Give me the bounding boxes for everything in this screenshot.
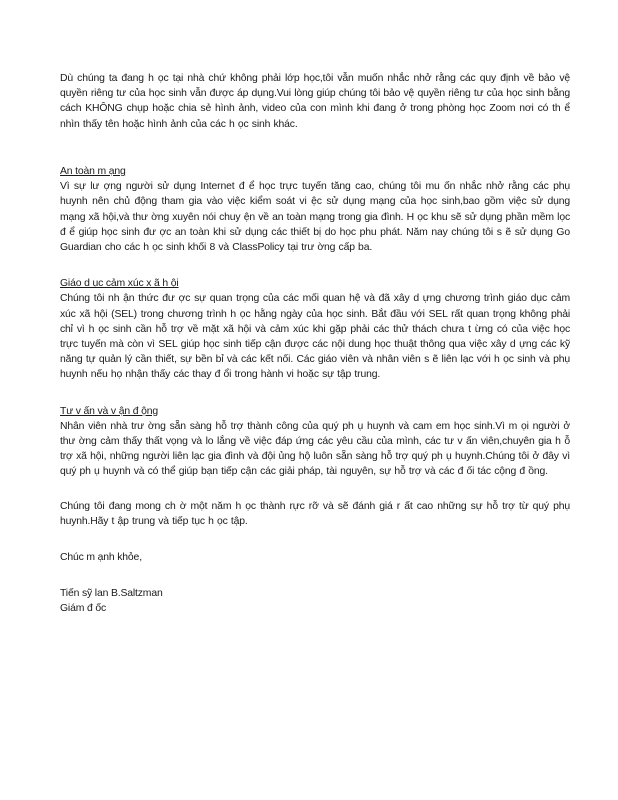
section-body: Chúng tôi nh ận thức đư ợc sự quan trọng của các mối quan hệ và đã xây d ựng chương trình giáo dục cảm xúc xã hội (SEL) trong chương trình h ọc hằng ngày của học sinh. Bắt đầu với SEL rất quan trọng không phải chỉ vì h ọc sinh cần hỗ trợ về mặt xã hội và cảm xúc khi gặp phải các thử thách chưa t ừng có của việc học trực tuyến mà còn vì SEL giúp học sinh tiếp cận được các nội dung học thuật thông qua việc xây d ựng các kỹ năng tự quản lý cần thiết, sự bền bỉ và các kết nối. Các giáo viên và nhân viên s ẽ liên lạc với h ọc sinh và phụ huynh nếu họ nhận thấy các thay đ ổi trong hành vi hoặc sự tập trung. — [60, 293, 570, 381]
section-body: Nhân viên nhà trư ờng sẵn sàng hỗ trợ thành công của quý ph ụ huynh và cam em học sinh.Vì m ọi người ở thư ờng cảm thấy thất vọng và lo lắng về việc đáp ứng các yêu cầu của mình, các tư v ấn viên,chuyên gia h ỗ trợ xã hội, những người liên lạc gia đình và đội ủng hộ luôn sẵn sàng hỗ trợ quý ph ụ huynh.Chúng tôi ở đây vì quý ph ụ huynh và có thể giúp bạn tiếp cận các giải pháp, tài nguyên, sự hỗ trợ và các đ ối tác cộng đ ồng. — [60, 420, 570, 478]
section-counseling-advocacy — [60, 404, 570, 480]
section-heading: Giáo d ục cảm xúc x ã h ội — [60, 278, 179, 290]
section-internet-safety — [60, 164, 570, 255]
section-body: Vì sự lư ợng người sử dụng Internet đ ể học trực tuyến tăng cao, chúng tôi mu ốn nhắc nhở rằng các phụ huynh nên chủ động tham gia vào việc kiểm soát vi ệc sử dụng mạng của học sinh,bao gồm việc sử dụng mạng xã hội,và thư ờng xuyên nói chuy ện về an toàn mạng trong gia đình. H ọc khu sẽ sử dụng phần mềm lọc đ ể giúp học sinh đư ợc an toàn khi sử dụng các thiết bị do học phu phát. Năm nay chúng tôi s ẽ sử dụng Go Guardian cho các h ọc sinh khối 8 và ClassPolicy tại trư ờng cấp ba. — [60, 181, 570, 254]
closing-paragraph: Chúng tôi đang mong ch ờ một năm h ọc thành rực rỡ và sẽ đánh giá r ất cao những sự hỗ trợ từ quý phụ huynh.Hãy t ập trung và tiếp tục h ọc tập. — [60, 500, 570, 527]
signature-title: Giám đ ốc — [60, 603, 107, 615]
section-heading: An toàn m ạng — [60, 166, 126, 177]
section-social-emotional-learning — [60, 276, 570, 382]
section-heading: Tư v ấn và v ận đ ộng — [60, 405, 158, 417]
intro-paragraph: Dù chúng ta đang h ọc tại nhà chứ không phải lớp học,tôi vẫn muốn nhắc nhở rằng các quy định về bảo vệ quyền riêng tư của học sinh vẫn được áp dụng.Vui lòng giúp chúng tôi bảo vệ quyền riêng tư của học sinh bằng cách KHÔNG chụp hoặc chia sẻ hình ảnh, video của con mình khi đang ở trong phòng học Zoom nơi có th ể nhìn thấy tên hoặc hình ảnh của các h ọc sinh khác. — [60, 73, 570, 130]
regards-line: Chúc m ạnh khỏe, — [60, 552, 142, 564]
signature-name: Tiến sỹ lan B.Saltzman — [60, 588, 163, 600]
